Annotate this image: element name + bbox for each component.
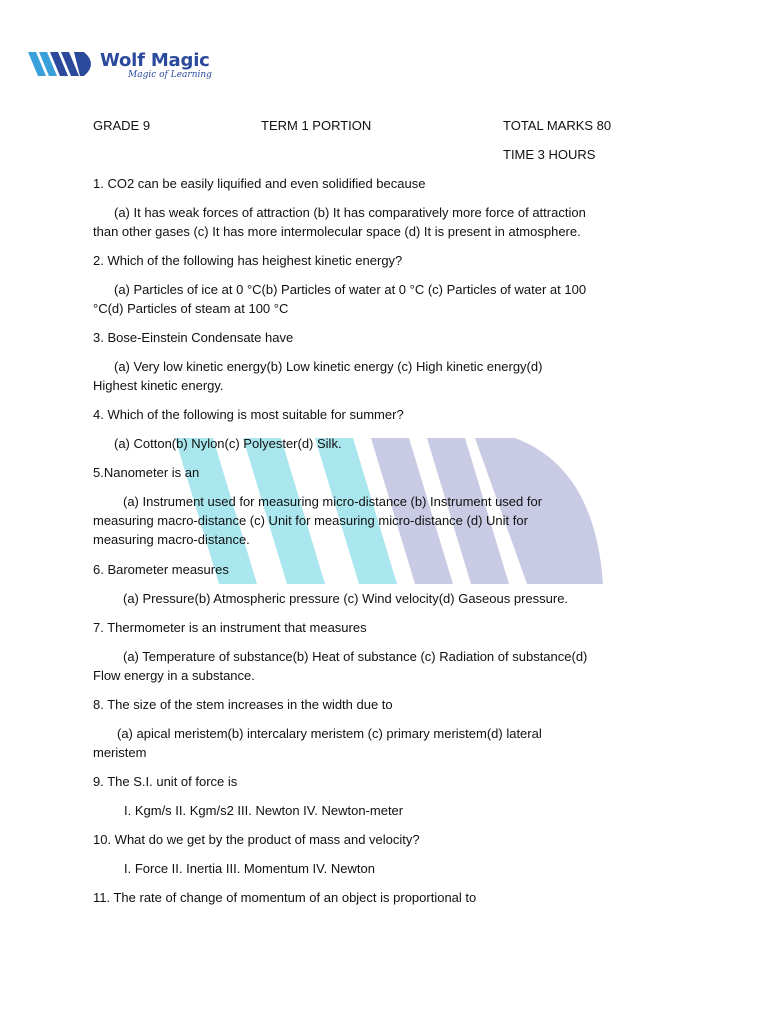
question-4: 4. Which of the following is most suitable for summer? xyxy=(93,407,404,422)
question-7-options-line-1: (a) Temperature of substance(b) Heat of substance (c) Radiation of substance(d) xyxy=(123,649,588,664)
question-5-options-line-3: measuring macro-distance. xyxy=(93,532,250,547)
question-4-options-line-1: (a) Cotton(b) Nylon(c) Polyester(d) Silk. xyxy=(114,436,342,451)
question-2-options-line-2: °C(d) Particles of steam at 100 °C xyxy=(93,301,289,316)
question-1: 1. CO2 can be easily liquified and even solidified because xyxy=(93,176,426,191)
question-9-options-line-1: I. Kgm/s II. Kgm/s2 III. Newton IV. Newton-meter xyxy=(124,803,404,818)
question-7: 7. Thermometer is an instrument that measures xyxy=(93,620,367,635)
question-1-options-line-2: than other gases (c) It has more intermolecular space (d) It is present in atmosphere. xyxy=(93,224,581,239)
question-5: 5.Nanometer is an xyxy=(93,465,200,480)
term-label: TERM 1 PORTION xyxy=(261,118,372,133)
question-10: 10. What do we get by the product of mass and velocity? xyxy=(93,832,420,847)
question-5-options-line-2: measuring macro-distance (c) Unit for measuring micro-distance (d) Unit for xyxy=(93,513,528,528)
question-7-options-line-2: Flow energy in a substance. xyxy=(93,668,255,683)
time-label: TIME 3 HOURS xyxy=(503,147,596,162)
question-6: 6. Barometer measures xyxy=(93,562,229,577)
question-2: 2. Which of the following has heighest kinetic energy? xyxy=(93,253,403,268)
question-3-options-line-2: Highest kinetic energy. xyxy=(93,378,224,393)
question-3: 3. Bose-Einstein Condensate have xyxy=(93,330,294,345)
question-8-options-line-2: meristem xyxy=(93,745,147,760)
wolf-magic-logo xyxy=(28,48,218,84)
question-2-options-line-1: (a) Particles of ice at 0 °C(b) Particles of water at 0 °C (c) Particles of water at 100 xyxy=(114,282,587,297)
grade-label: GRADE 9 xyxy=(93,118,151,133)
question-8: 8. The size of the stem increases in the width due to xyxy=(93,697,393,712)
question-10-options-line-1: I. Force II. Inertia III. Momentum IV. Newton xyxy=(124,861,375,876)
logo-tagline: Magic of Learning xyxy=(128,70,212,80)
question-11: 11. The rate of change of momentum of an object is proportional to xyxy=(93,890,477,905)
question-6-options-line-1: (a) Pressure(b) Atmospheric pressure (c) Wind velocity(d) Gaseous pressure. xyxy=(123,591,569,606)
question-9: 9. The S.I. unit of force is xyxy=(93,774,238,789)
logo-name: Wolf Magic xyxy=(100,50,210,71)
question-8-options-line-1: (a) apical meristem(b) intercalary meristem (c) primary meristem(d) lateral xyxy=(117,726,542,741)
wolf-magic-logo-icon xyxy=(28,50,98,78)
total-marks-label: TOTAL MARKS 80 xyxy=(503,118,612,133)
question-1-options-line-1: (a) It has weak forces of attraction (b) It has comparatively more force of attraction xyxy=(114,205,586,220)
question-3-options-line-1: (a) Very low kinetic energy(b) Low kinetic energy (c) High kinetic energy(d) xyxy=(114,359,543,374)
question-5-options-line-1: (a) Instrument used for measuring micro-distance (b) Instrument used for xyxy=(123,494,543,509)
